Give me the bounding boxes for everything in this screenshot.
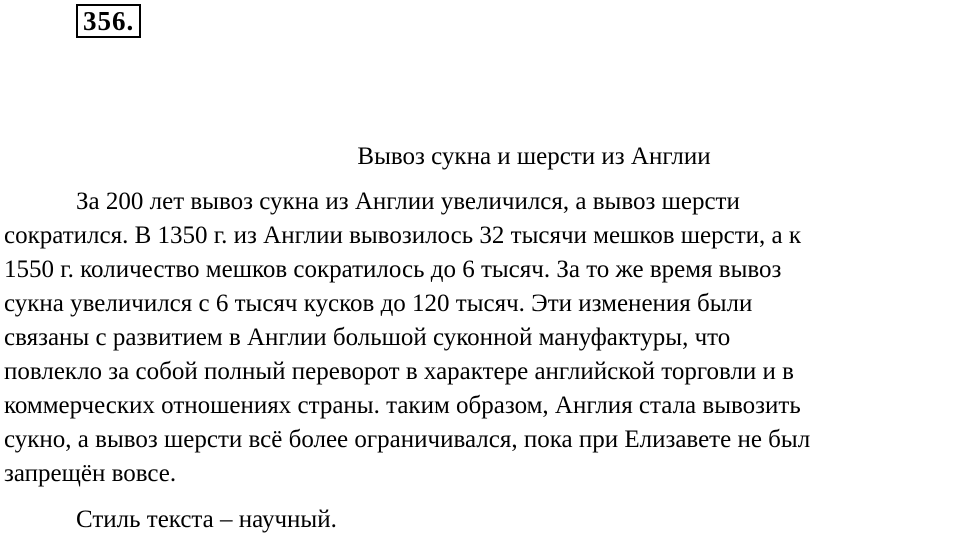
- text-title: Вывоз сукна и шерсти из Англии: [357, 143, 711, 170]
- paragraph-line: связаны с развитием в Англии большой суконной мануфактуры, что: [4, 324, 731, 351]
- paragraph-line: повлекло за собой полный переворот в характере английской торговли и в: [4, 358, 794, 385]
- paragraph-line: сукна увеличился с 6 тысяч кусков до 120 тысяч. Эти изменения были: [4, 290, 753, 317]
- paragraph-line: запрещён вовсе.: [4, 460, 177, 487]
- paragraph-line: За 200 лет вывоз сукна из Англии увеличился, а вывоз шерсти: [76, 188, 740, 215]
- paragraph-line: 1550 г. количество мешков сократилось до 6 тысяч. За то же время вывоз: [4, 256, 782, 283]
- paragraph-line: сукно, а вывоз шерсти всё более ограничивался, пока при Елизавете не был: [4, 426, 811, 453]
- style-note: Стиль текста – научный.: [76, 506, 337, 533]
- paragraph-line: сократился. В 1350 г. из Англии вывозилось 32 тысячи мешков шерсти, а к: [4, 222, 802, 249]
- task-number-box: 356.: [76, 4, 141, 38]
- paragraph-line: коммерческих отношениях страны. таким образом, Англия стала вывозить: [4, 392, 801, 419]
